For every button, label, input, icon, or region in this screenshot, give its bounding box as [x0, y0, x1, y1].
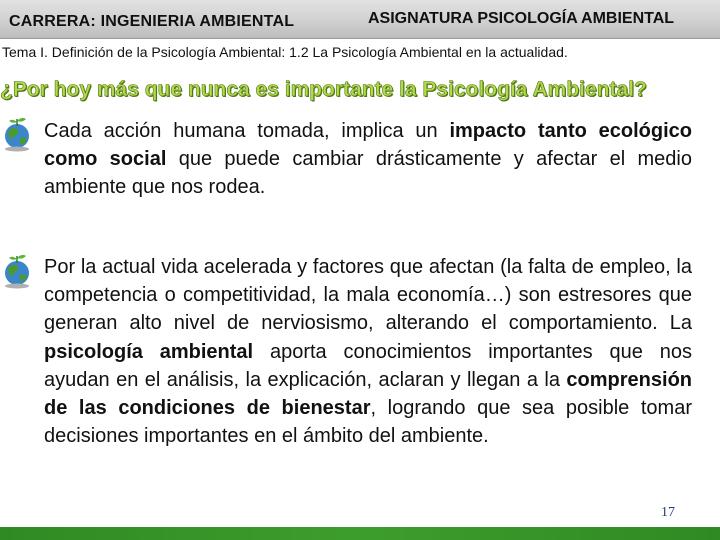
bullet-paragraph-2 [44, 253, 692, 450]
text-segment: Por la actual vida acelerada y factores que afectan (la falta de empleo, la competencia o competitividad, la mala economía…) son estresores que generan alto nivel de nerviosismo, alterando el comportamiento. La [44, 256, 692, 335]
slide-question: ¿Por hoy más que nunca es importante la Psicología Ambiental? [0, 78, 647, 101]
bold-text-segment: comprensión de las condiciones de bienestar [44, 368, 692, 420]
page-number: 17 [661, 505, 675, 520]
bullet-paragraph-1 [44, 117, 692, 202]
footer-bar [0, 527, 720, 540]
header-bar [0, 0, 720, 39]
subject-title: ASIGNATURA PSICOLOGÍA AMBIENTAL [368, 10, 675, 27]
text-segment: que puede cambiar drásticamente y afectar el medio ambiente que nos rodea. [44, 148, 692, 199]
text-segment: aporta conocimientos importantes que nos ayudan en el análisis, la explicación, aclaran y llegan a la [44, 340, 692, 391]
topic-line: Tema I. Definición de la Psicología Ambiental: 1.2 La Psicología Ambiental en la actualidad. [2, 44, 568, 60]
bold-text-segment: impacto tanto ecológico como social [44, 120, 692, 171]
text-segment: , logrando que sea posible tomar decisiones importantes en el ámbito del ambiente. [44, 397, 692, 448]
career-title: CARRERA: INGENIERIA AMBIENTAL [9, 13, 295, 30]
earth-plant-icon [2, 116, 36, 152]
bold-text-segment: psicología ambiental [44, 340, 254, 363]
earth-plant-icon [2, 253, 36, 289]
text-segment: Cada acción humana tomada, implica un [44, 120, 450, 142]
